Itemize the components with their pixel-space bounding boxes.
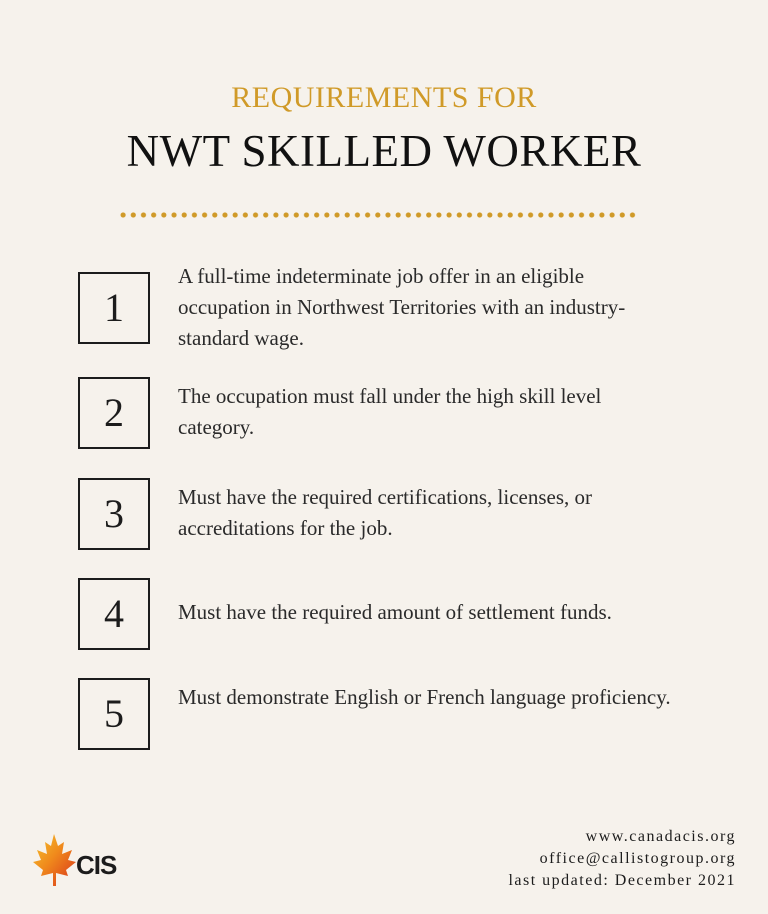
requirement-number-box: 4 — [78, 578, 150, 650]
header-kicker: REQUIREMENTS FOR — [231, 81, 537, 114]
requirement-text: Must have the required certifications, licenses, or accreditations for the job. — [178, 485, 593, 540]
logo-text: CIS — [76, 850, 117, 880]
requirement-text: The occupation must fall under the high skill level category. — [178, 384, 602, 439]
website-link[interactable]: www.canadacis.org — [585, 828, 736, 845]
dotted-divider — [118, 210, 640, 220]
page-title: NWT SKILLED WORKER — [126, 126, 642, 176]
requirement-number-box: 2 — [78, 377, 150, 449]
requirement-number-box: 5 — [78, 678, 150, 750]
email-link[interactable]: office@callistogroup.org — [539, 850, 736, 867]
cis-logo — [28, 830, 118, 890]
requirement-number-box: 1 — [78, 272, 150, 344]
requirement-number-box: 3 — [78, 478, 150, 550]
requirement-text: A full-time indeterminate job offer in an eligible occupation in Northwest Territories with an industry-standard wage. — [178, 264, 626, 350]
footer-contact — [508, 826, 736, 892]
header — [0, 80, 768, 178]
requirement-item-1 — [78, 264, 698, 350]
requirement-item-5 — [78, 678, 698, 750]
requirement-text: Must demonstrate English or French language proficiency. — [178, 685, 671, 709]
requirement-item-2 — [78, 377, 698, 449]
maple-leaf-icon — [28, 830, 118, 890]
requirement-item-3 — [78, 478, 698, 550]
requirement-item-4 — [78, 578, 698, 650]
last-updated: last updated: December 2021 — [508, 872, 736, 889]
requirement-text: Must have the required amount of settlement funds. — [178, 600, 612, 624]
